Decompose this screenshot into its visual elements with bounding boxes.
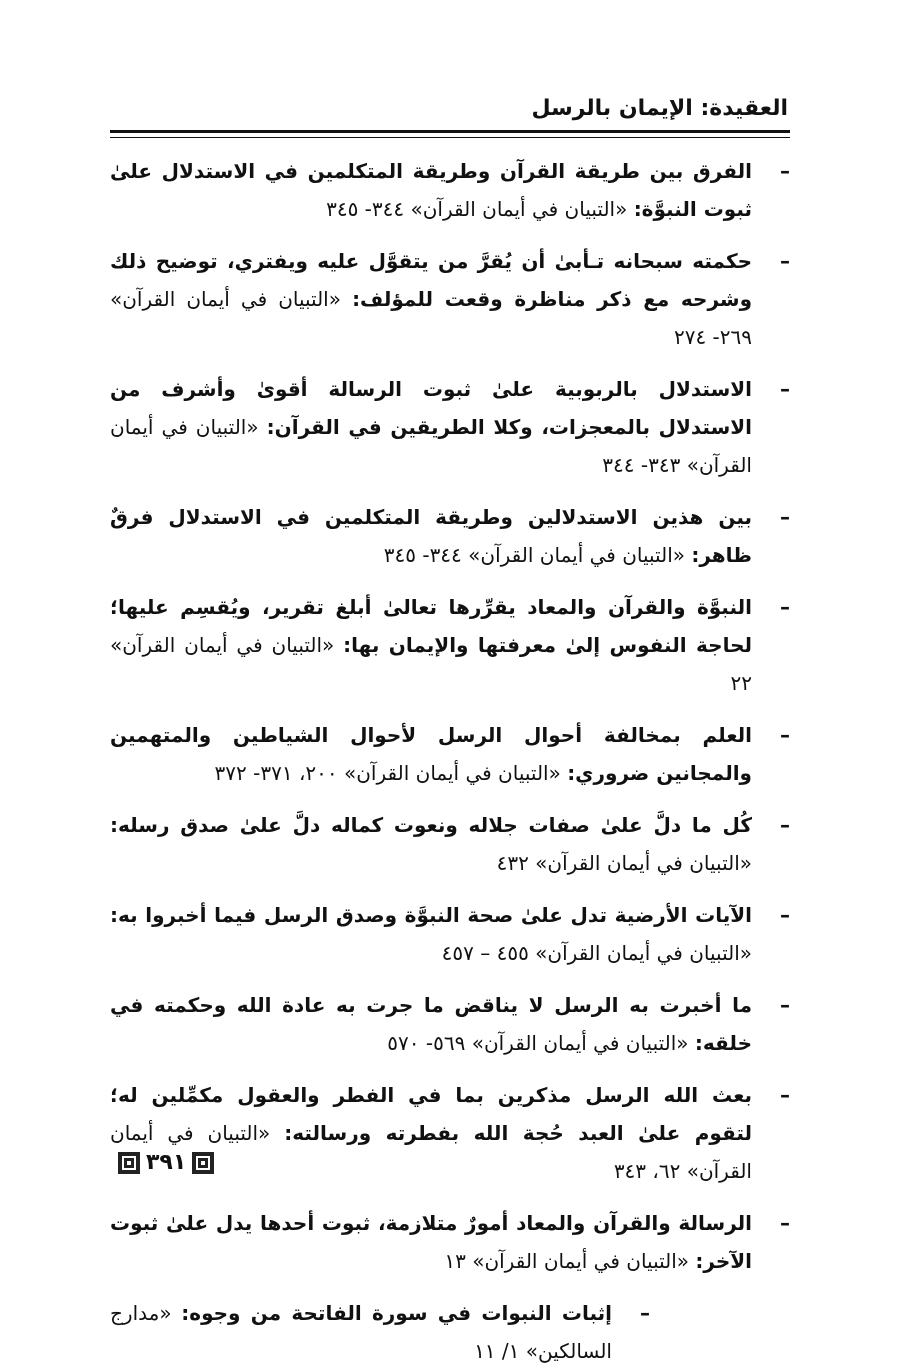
index-entry: [110, 896, 790, 972]
dash-bullet: –: [780, 377, 790, 401]
entry-pages: ٥٦٩- ٥٧٠: [387, 1031, 466, 1055]
dash-bullet: –: [780, 1083, 790, 1107]
page: [110, 86, 790, 1363]
index-entries: [110, 152, 790, 1370]
square-ornament-icon: [192, 1152, 214, 1174]
entry-topic: حكمته سبحانه تـأبىٰ أن يُقرَّ من يتقوَّل عليه ويفتري، توضيح ذلك وشرحه مع ذكر مناظرة وقعت للمؤلف:: [110, 249, 753, 311]
index-entry: [110, 498, 790, 574]
index-entry: [110, 588, 790, 702]
dash-bullet: –: [780, 595, 790, 619]
entry-pages: ٤٣٢: [496, 851, 529, 875]
entry-source: «التبيان في أيمان القرآن»: [535, 851, 752, 875]
entry-pages: ٢٦٩- ٢٧٤: [673, 325, 752, 349]
index-entry: [110, 1204, 790, 1280]
entry-source: «مدارج السالكين»: [110, 1301, 612, 1363]
entry-topic: الرسالة والقرآن والمعاد أمورٌ متلازمة، ثبوت أحدها يدل علىٰ ثبوت الآخر:: [110, 1211, 752, 1273]
index-entry: [110, 242, 790, 356]
dash-bullet: –: [780, 159, 790, 183]
index-entry: [110, 370, 790, 484]
dash-bullet: –: [780, 1211, 790, 1235]
entry-topic: النبوَّة والقرآن والمعاد يقرِّرها تعالىٰ أبلغ تقرير، ويُقسِم عليها؛ لحاجة النفوس إلىٰ معرفتها والإيمان بها:: [110, 595, 753, 657]
page-title: العقيدة: الإيمان بالرسل: [531, 96, 788, 121]
entry-source: «التبيان في أيمان القرآن»: [472, 1249, 690, 1273]
entry-source: «التبيان في أيمان القرآن»: [471, 1031, 689, 1055]
entry-topic: إثبات النبوات في سورة الفاتحة من وجوه:: [181, 1301, 613, 1325]
index-entry: [110, 152, 790, 228]
entry-topic: الفرق بين طريقة القرآن وطريقة المتكلمين في الاستدلال علىٰ ثبوت النبوَّة:: [110, 159, 752, 221]
square-ornament-icon: [118, 1152, 140, 1174]
index-entry: [110, 986, 790, 1062]
page-footer: [118, 1152, 214, 1174]
entry-topic: بين هذين الاستدلالين وطريقة المتكلمين في الاستدلال فرقٌ ظاهر:: [110, 505, 752, 567]
entry-pages: ١/ ١١: [474, 1339, 520, 1363]
entry-source: «التبيان في أيمان القرآن»: [110, 633, 335, 657]
dash-bullet: –: [780, 723, 790, 747]
entry-source: «التبيان في أيمان القرآن»: [110, 1121, 752, 1183]
dash-bullet: –: [780, 903, 790, 927]
entry-pages: ١٣: [444, 1249, 466, 1273]
entry-source: «التبيان في أيمان القرآن»: [410, 197, 628, 221]
entry-pages: ٣٤٣- ٣٤٤: [602, 453, 681, 477]
dash-bullet: –: [780, 993, 790, 1017]
entry-source: «التبيان في أيمان القرآن»: [468, 543, 685, 567]
entry-source: «التبيان في أيمان القرآن»: [535, 941, 752, 965]
dash-bullet: –: [780, 505, 790, 529]
index-entry: [110, 1294, 790, 1370]
entry-pages: ٣٤٤- ٣٤٥: [383, 543, 462, 567]
entry-topic: الاستدلال بالربوبية علىٰ ثبوت الرسالة أقوىٰ وأشرف من الاستدلال بالمعجزات، وكلا الطريقين في القرآن:: [110, 377, 753, 439]
entry-pages: ٤٥٥ – ٤٥٧: [441, 941, 529, 965]
entry-topic: ما أخبرت به الرسل لا يناقض ما جرت به عادة الله وحكمته في خلقه:: [110, 993, 752, 1055]
page-number: ٣٩١: [146, 1150, 187, 1175]
entry-pages: ٣٤٤- ٣٤٥: [326, 197, 405, 221]
entry-pages: ٦٢، ٣٤٣: [613, 1159, 681, 1183]
header-rule: [110, 130, 790, 138]
entry-source: «التبيان في أيمان القرآن»: [110, 415, 752, 477]
dash-bullet: –: [780, 249, 790, 273]
entry-topic: كُل ما دلَّ علىٰ صفات جلاله ونعوت كماله دلَّ علىٰ صدق رسله:: [110, 813, 752, 837]
entry-source: «التبيان في أيمان القرآن»: [110, 287, 341, 311]
entry-topic: الآيات الأرضية تدل علىٰ صحة النبوَّة وصدق الرسل فيما أخبروا به:: [110, 903, 752, 927]
index-entry: [110, 716, 790, 792]
index-entry: [110, 806, 790, 882]
entry-topic: العلم بمخالفة أحوال الرسل لأحوال الشياطين والمتهمين والمجانين ضروري:: [110, 723, 752, 785]
entry-pages: ٢٢: [730, 671, 752, 695]
entry-topic: بعث الله الرسل مذكرين بما في الفطر والعقول مكمِّلين له؛ لتقوم علىٰ العبد حُجة الله بفطرته ورسالته:: [110, 1083, 753, 1145]
dash-bullet: –: [780, 813, 790, 837]
running-header: [110, 86, 790, 120]
entry-pages: ٢٠٠، ٣٧١- ٣٧٢: [214, 761, 338, 785]
entry-source: «التبيان في أيمان القرآن»: [344, 761, 561, 785]
dash-bullet: –: [640, 1301, 650, 1325]
